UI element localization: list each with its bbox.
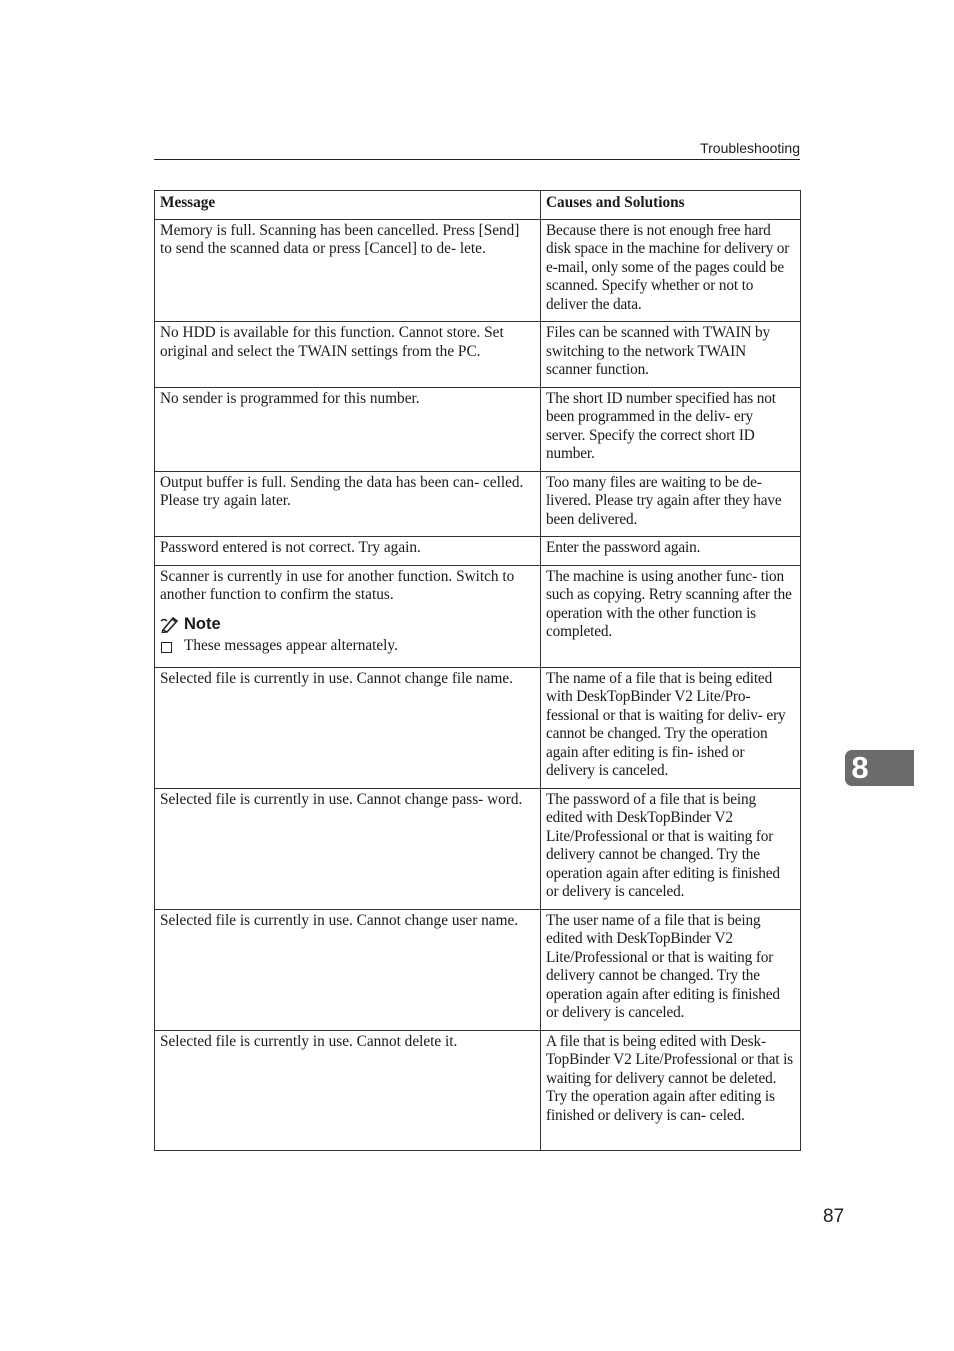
table-row	[155, 909, 801, 1030]
note-item	[160, 637, 535, 656]
table-row	[155, 667, 801, 788]
solution-cell: The password of a file that is being edited with DeskTopBinder V2 Lite/Professional or that is waiting for delivery cannot be changed. Try the operation again after editing is finished or delivery is canceled.	[541, 788, 801, 909]
solution-cell: The machine is using another func- tion such as copying. Retry scanning after the operation with the other function is completed.	[541, 565, 801, 667]
table-row	[155, 788, 801, 909]
message-cell: Memory is full. Scanning has been cancelled. Press [Send] to send the scanned data or press [Cancel] to de- lete.	[155, 219, 541, 322]
message-cell: No HDD is available for this function. Cannot store. Set original and select the TWAIN settings from the PC.	[155, 322, 541, 388]
table-row	[155, 387, 801, 471]
message-text: Scanner is currently in use for another function. Switch to another function to confirm the status.	[160, 567, 515, 603]
solution-cell: The short ID number specified has not been programmed in the deliv- ery server. Specify the correct short ID number.	[541, 387, 801, 471]
chapter-number: 8	[851, 750, 869, 785]
table-row	[155, 1030, 801, 1150]
section-title: Troubleshooting	[700, 140, 800, 156]
solution-cell: The user name of a file that is being edited with DeskTopBinder V2 Lite/Professional or that is waiting for delivery cannot be changed. Try the operation again after editing is finished or delivery is canceled.	[541, 909, 801, 1030]
solution-cell: The name of a file that is being edited with DeskTopBinder V2 Lite/Pro- fessional or that is waiting for deliv- ery cannot be changed. Try the operation again after editing is fin- ished or delivery is canceled.	[541, 667, 801, 788]
table-row	[155, 471, 801, 537]
message-cell: Selected file is currently in use. Cannot delete it.	[155, 1030, 541, 1150]
column-header-message: Message	[155, 191, 541, 220]
message-cell: Selected file is currently in use. Cannot change pass- word.	[155, 788, 541, 909]
troubleshooting-table	[154, 190, 801, 1151]
message-cell: Selected file is currently in use. Cannot change file name.	[155, 667, 541, 788]
message-cell: Output buffer is full. Sending the data has been can- celled. Please try again later.	[155, 471, 541, 537]
message-cell: Password entered is not correct. Try again.	[155, 537, 541, 566]
note-heading	[160, 614, 535, 634]
solution-cell: A file that is being edited with Desk- TopBinder V2 Lite/Professional or that is waiting for delivery cannot be deleted. Try the operation again after editing is finished or delivery is can- celed.	[541, 1030, 801, 1150]
message-cell: Selected file is currently in use. Cannot change user name.	[155, 909, 541, 1030]
solution-cell: Files can be scanned with TWAIN by switching to the network TWAIN scanner function.	[541, 322, 801, 388]
table-row	[155, 219, 801, 322]
table-row	[155, 537, 801, 566]
checkbox-icon	[161, 642, 172, 653]
solution-cell: Too many files are waiting to be de- livered. Please try again after they have been delivered.	[541, 471, 801, 537]
table-row	[155, 322, 801, 388]
note-item-text: These messages appear alternately.	[184, 636, 398, 654]
table-header-row	[155, 191, 801, 220]
column-header-causes-solutions: Causes and Solutions	[541, 191, 801, 220]
message-cell: No sender is programmed for this number.	[155, 387, 541, 471]
solution-cell: Because there is not enough free hard disk space in the machine for delivery or e-mail, only some of the pages could be scanned. Specify whether or not to deliver the data.	[541, 219, 801, 322]
message-cell	[155, 565, 541, 667]
running-header	[154, 138, 800, 160]
page-number: 87	[823, 1206, 845, 1227]
note-title: Note	[184, 614, 221, 633]
chapter-tab	[845, 750, 914, 786]
solution-cell: Enter the password again.	[541, 537, 801, 566]
pencil-note-icon	[160, 615, 180, 633]
table-row	[155, 565, 801, 667]
